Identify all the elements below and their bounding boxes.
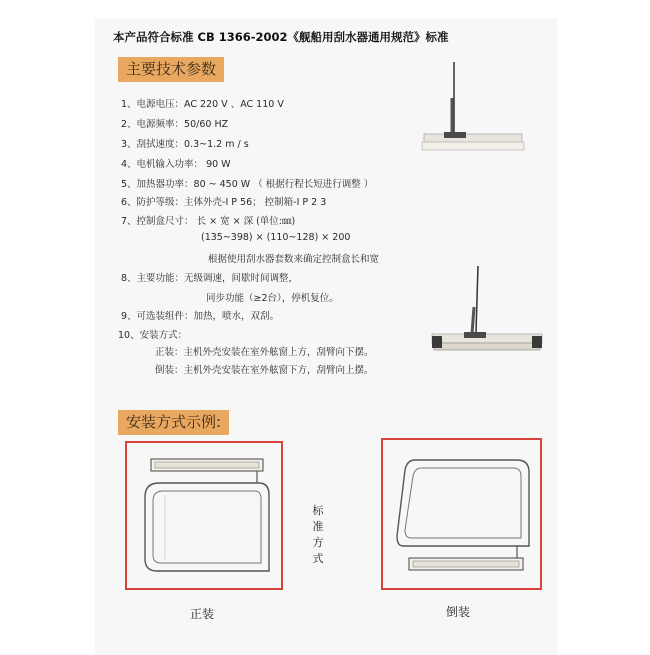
spec-item: 4、电机输入功率： 90 W (121, 159, 231, 170)
spec-item: 2、电源频率：50/60 HZ (121, 119, 229, 130)
normal-install-diagram (125, 441, 283, 590)
window-wiper-inverted-drawing (383, 440, 540, 588)
install-methods-heading: 安装方式示例: (118, 410, 229, 435)
spec-item: 8、主要功能：无级调速，间歇时间调整， (121, 273, 299, 284)
spec-item: 9、可选装组件：加热，喷水，双刮。 (121, 311, 280, 322)
spec-item: 3、刮拭速度：0.3~1.2 m / s (121, 139, 249, 150)
standard-headline: 本产品符合标准 CB 1366-2002《舰船用刮水器通用规范》标准 (113, 30, 449, 44)
normal-install-label: 正装 (190, 607, 215, 621)
inverted-install-label: 倒装 (446, 605, 471, 619)
spec-item: 10、安装方式： (118, 330, 188, 341)
spec-item: 同步功能（≥2台），停机复位。 (206, 293, 339, 304)
inverted-install-diagram (381, 438, 542, 590)
wiper-product-image-bottom (428, 262, 548, 362)
wiper-product-image-top (418, 58, 528, 162)
spec-item: 1、电源电压：AC 220 V 、AC 110 V (121, 99, 284, 110)
spec-item: 正装：主机外壳安装在室外舷窗上方，刮臂向下摆。 (155, 347, 374, 358)
standard-method-caption: 标准方式 (312, 504, 324, 565)
window-wiper-normal-drawing (127, 443, 281, 588)
spec-item: 根据使用刮水器套数来确定控制盒长和宽 (208, 254, 380, 265)
tech-specs-heading: 主要技术参数 (118, 57, 224, 82)
spec-item: (135~398) × (110~128) × 200 (201, 232, 351, 243)
spec-item: 5、加热器功率：80 ~ 450 W （ 根据行程长短进行调整 ） (121, 179, 374, 190)
spec-item: 倒装：主机外壳安装在室外舷窗下方，刮臂向上摆。 (155, 365, 374, 376)
spec-item: 7、控制盒尺寸： 长 × 宽 × 深 (单位:㎜) (121, 216, 296, 227)
spec-item: 6、防护等级：主体外壳-I P 56； 控制箱-I P 2 3 (121, 197, 327, 208)
